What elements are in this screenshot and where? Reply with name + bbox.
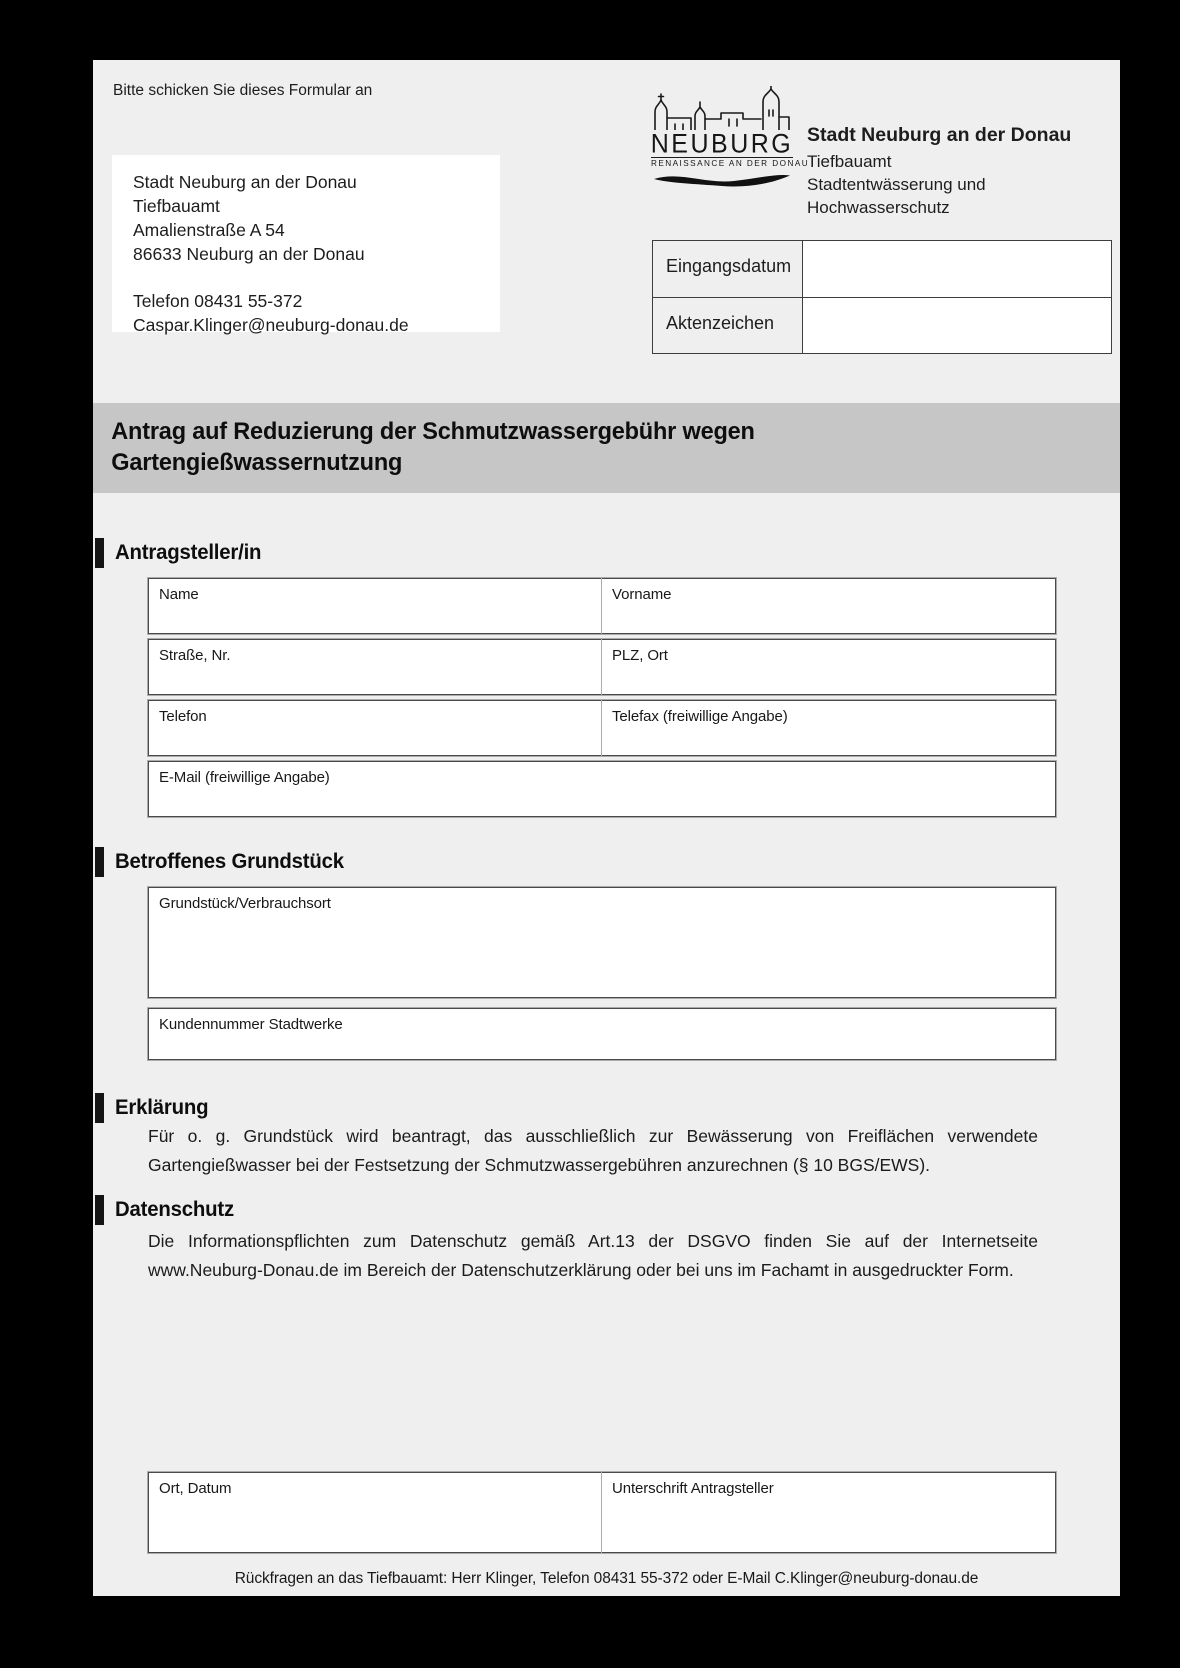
declaration-text: Für o. g. Grundstück wird beantragt, das ausschließlich zur Bewässerung von Freiflächen verwendete Gartengießwasser bei der Festsetzung der Schmutzwassergebühren anzurechnen (§ 10 BGS/EWS). [148,1126,1038,1175]
address-line: Stadt Neuburg an der Donau [133,172,357,192]
field-label: Straße, Nr. [159,647,231,664]
property-fields [148,887,1056,1065]
unterschrift-field[interactable] [602,1472,1056,1553]
eingangsdatum-value-cell[interactable] [803,241,1111,297]
ort-datum-field[interactable] [148,1472,602,1553]
registry-table [652,240,1112,354]
section-title: Datenschutz [115,1198,234,1221]
field-label: Name [159,586,199,603]
field-label: E-Mail (freiwillige Angabe) [159,769,330,786]
section-title: Erklärung [115,1096,209,1119]
address-line: 86633 Neuburg an der Donau [133,244,365,264]
grundstueck-field[interactable] [148,887,1056,998]
aktenzeichen-value-cell[interactable] [803,298,1111,353]
section-declaration-heading [93,1093,211,1123]
field-label: Ort, Datum [159,1480,232,1497]
field-row [148,578,1056,634]
office-header [807,122,1107,219]
telefax-field[interactable] [602,700,1056,756]
aktenzeichen-label: Aktenzeichen [653,298,803,353]
telefon-field[interactable] [148,700,602,756]
field-row [148,1008,1056,1060]
page-title: Antrag auf Reduzierung der Schmutzwassergebühr wegen Gartengießwassernutzung [111,418,755,476]
recipient-phone: Telefon 08431 55-372 [133,291,303,311]
section-title: Antragsteller/in [115,541,262,564]
recipient-address [112,155,500,335]
field-label: Unterschrift Antragsteller [612,1480,774,1497]
field-label: PLZ, Ort [612,647,668,664]
field-label: Grundstück/Verbrauchsort [159,895,331,912]
field-row [148,887,1056,998]
form-title-band [93,403,1120,493]
neuburg-logo [649,86,810,196]
field-row [148,700,1056,756]
field-label: Telefon [159,708,207,725]
section-marker [95,1195,104,1225]
field-row [148,639,1056,695]
email-field[interactable] [148,761,1056,817]
address-line: Tiefbauamt [133,196,220,216]
name-field[interactable] [148,578,602,634]
table-row [653,297,1111,353]
logo-wordmark: NEUBURG [650,128,794,160]
field-row [148,761,1056,817]
office-line: Tiefbauamt [807,152,892,171]
section-marker [95,538,104,568]
send-note: Bitte schicken Sie dieses Formular an [113,82,373,99]
field-label: Kundennummer Stadtwerke [159,1016,343,1033]
privacy-text: Die Informationspflichten zum Datenschutz gemäß Art.13 der DSGVO finden Sie auf der Internetseite www.Neuburg-Donau.de im Bereich der Datenschutzerklärung oder bei uns im Fachamt in ausgedruckter Form. [148,1231,1038,1280]
field-label: Telefax (freiwillige Angabe) [612,708,788,725]
eingangsdatum-label: Eingangsdatum [653,241,803,297]
field-row [148,1472,1056,1553]
strasse-field[interactable] [148,639,602,695]
vorname-field[interactable] [602,578,1056,634]
section-title: Betroffenes Grundstück [115,850,344,873]
logo-tagline: RENAISSANCE AN DER DONAU [651,159,810,168]
section-property-heading [93,847,351,877]
form-page [93,60,1120,1596]
recipient-email: Caspar.Klinger@neuburg-donau.de [133,315,409,335]
office-line: Stadtentwässerung und [807,175,986,194]
address-spacer [133,266,490,289]
applicant-fields [148,578,1056,822]
office-line: Hochwasserschutz [807,198,950,217]
city-skyline-icon [649,86,795,130]
wave-icon [652,170,792,188]
office-title: Stadt Neuburg an der Donau [807,124,1072,146]
address-line: Amalienstraße A 54 [133,220,285,240]
plz-ort-field[interactable] [602,639,1056,695]
kundennummer-field[interactable] [148,1008,1056,1060]
section-marker [95,1093,104,1123]
signature-fields [148,1472,1056,1558]
footer-contact-note: Rückfragen an das Tiefbauamt: Herr Klinger, Telefon 08431 55-372 oder E-Mail C.Klinger@neuburg-donau.de [234,1570,979,1587]
table-row [653,241,1111,297]
section-marker [95,847,104,877]
field-label: Vorname [612,586,672,603]
section-privacy-heading [93,1195,238,1225]
section-applicant-heading [93,538,266,568]
